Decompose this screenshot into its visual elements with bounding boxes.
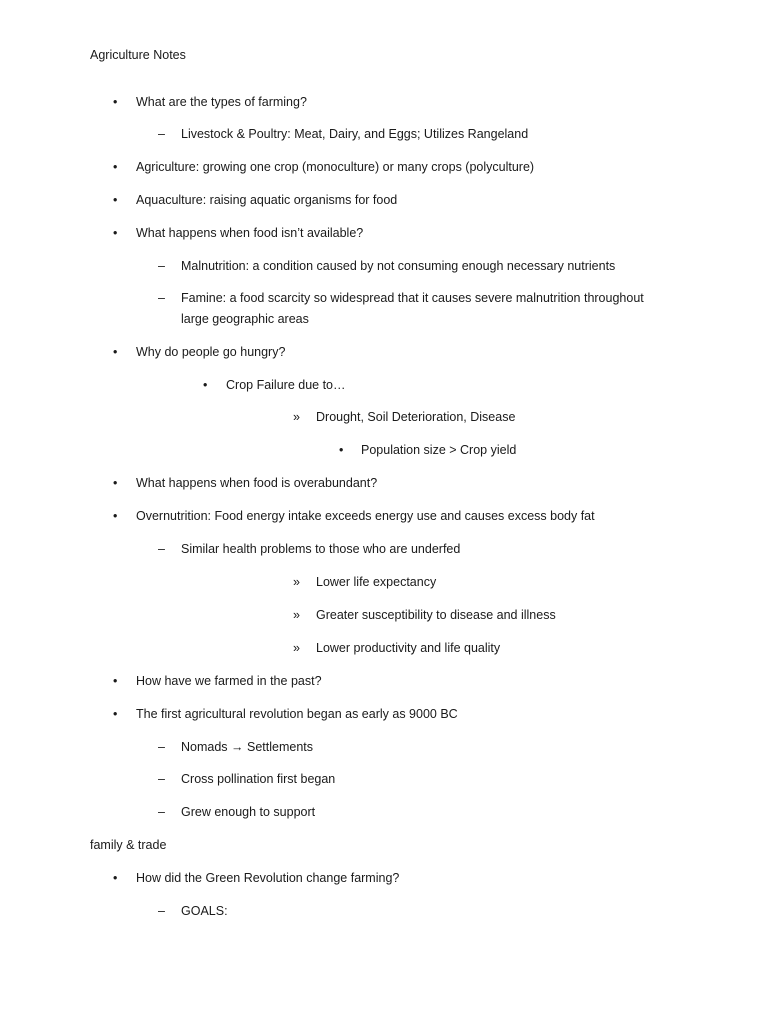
note-line: How did the Green Revolution change farming?	[136, 871, 400, 885]
note-line: Grew enough to support	[181, 805, 316, 819]
note-line: Aquaculture: raising aquatic organisms for food	[136, 193, 398, 207]
note-line: Greater susceptibility to disease and illness	[316, 608, 556, 622]
bullet-marker: •	[113, 95, 118, 109]
note-line: What happens when food isn’t available?	[136, 226, 364, 240]
note-line: What are the types of farming?	[136, 95, 307, 109]
note-line: Similar health problems to those who are underfed	[181, 542, 461, 556]
dash-marker: –	[158, 291, 165, 305]
bullet-marker: •	[113, 707, 118, 721]
note-line: How have we farmed in the past?	[136, 674, 322, 688]
note-line: Cross pollination first began	[181, 772, 336, 786]
note-line: Population size > Crop yield	[361, 443, 517, 457]
bullet-marker: •	[113, 509, 118, 523]
bullet-marker: •	[113, 226, 118, 240]
note-line: Livestock & Poultry: Meat, Dairy, and Eggs; Utilizes Rangeland	[181, 127, 529, 141]
note-line: Drought, Soil Deterioration, Disease	[316, 410, 516, 424]
note-line: Overnutrition: Food energy intake exceeds energy use and causes excess body fat	[136, 509, 595, 523]
note-line: Nomads → Settlements	[181, 740, 313, 754]
note-line: family & trade	[90, 838, 167, 852]
document-title: Agriculture Notes	[90, 48, 186, 62]
dash-marker: –	[158, 127, 165, 141]
note-line: Crop Failure due to…	[226, 378, 346, 392]
bullet-marker: •	[113, 345, 118, 359]
chevron-marker: »	[293, 608, 300, 622]
note-line: Malnutrition: a condition caused by not consuming enough necessary nutrients	[181, 259, 616, 273]
chevron-marker: »	[293, 641, 300, 655]
chevron-marker: »	[293, 410, 300, 424]
note-line: Lower life expectancy	[316, 575, 437, 589]
dash-marker: –	[158, 740, 165, 754]
dash-marker: –	[158, 772, 165, 786]
note-line: Agriculture: growing one crop (monoculture) or many crops (polyculture)	[136, 160, 535, 174]
note-line: Lower productivity and life quality	[316, 641, 501, 655]
dash-marker: –	[158, 805, 165, 819]
bullet-marker: •	[113, 193, 118, 207]
bullet-marker: •	[113, 160, 118, 174]
note-line: Why do people go hungry?	[136, 345, 286, 359]
chevron-marker: »	[293, 575, 300, 589]
note-line: GOALS:	[181, 904, 228, 918]
bullet-marker: •	[339, 443, 344, 457]
bullet-marker: •	[203, 378, 208, 392]
note-line: Famine: a food scarcity so widespread that it causes severe malnutrition throughout large geographic areas	[181, 291, 644, 326]
bullet-marker: •	[113, 476, 118, 490]
bullet-marker: •	[113, 674, 118, 688]
bullet-marker: •	[113, 871, 118, 885]
note-line: The first agricultural revolution began as early as 9000 BC	[136, 707, 458, 721]
dash-marker: –	[158, 542, 165, 556]
note-line: What happens when food is overabundant?	[136, 476, 378, 490]
dash-marker: –	[158, 259, 165, 273]
dash-marker: –	[158, 904, 165, 918]
